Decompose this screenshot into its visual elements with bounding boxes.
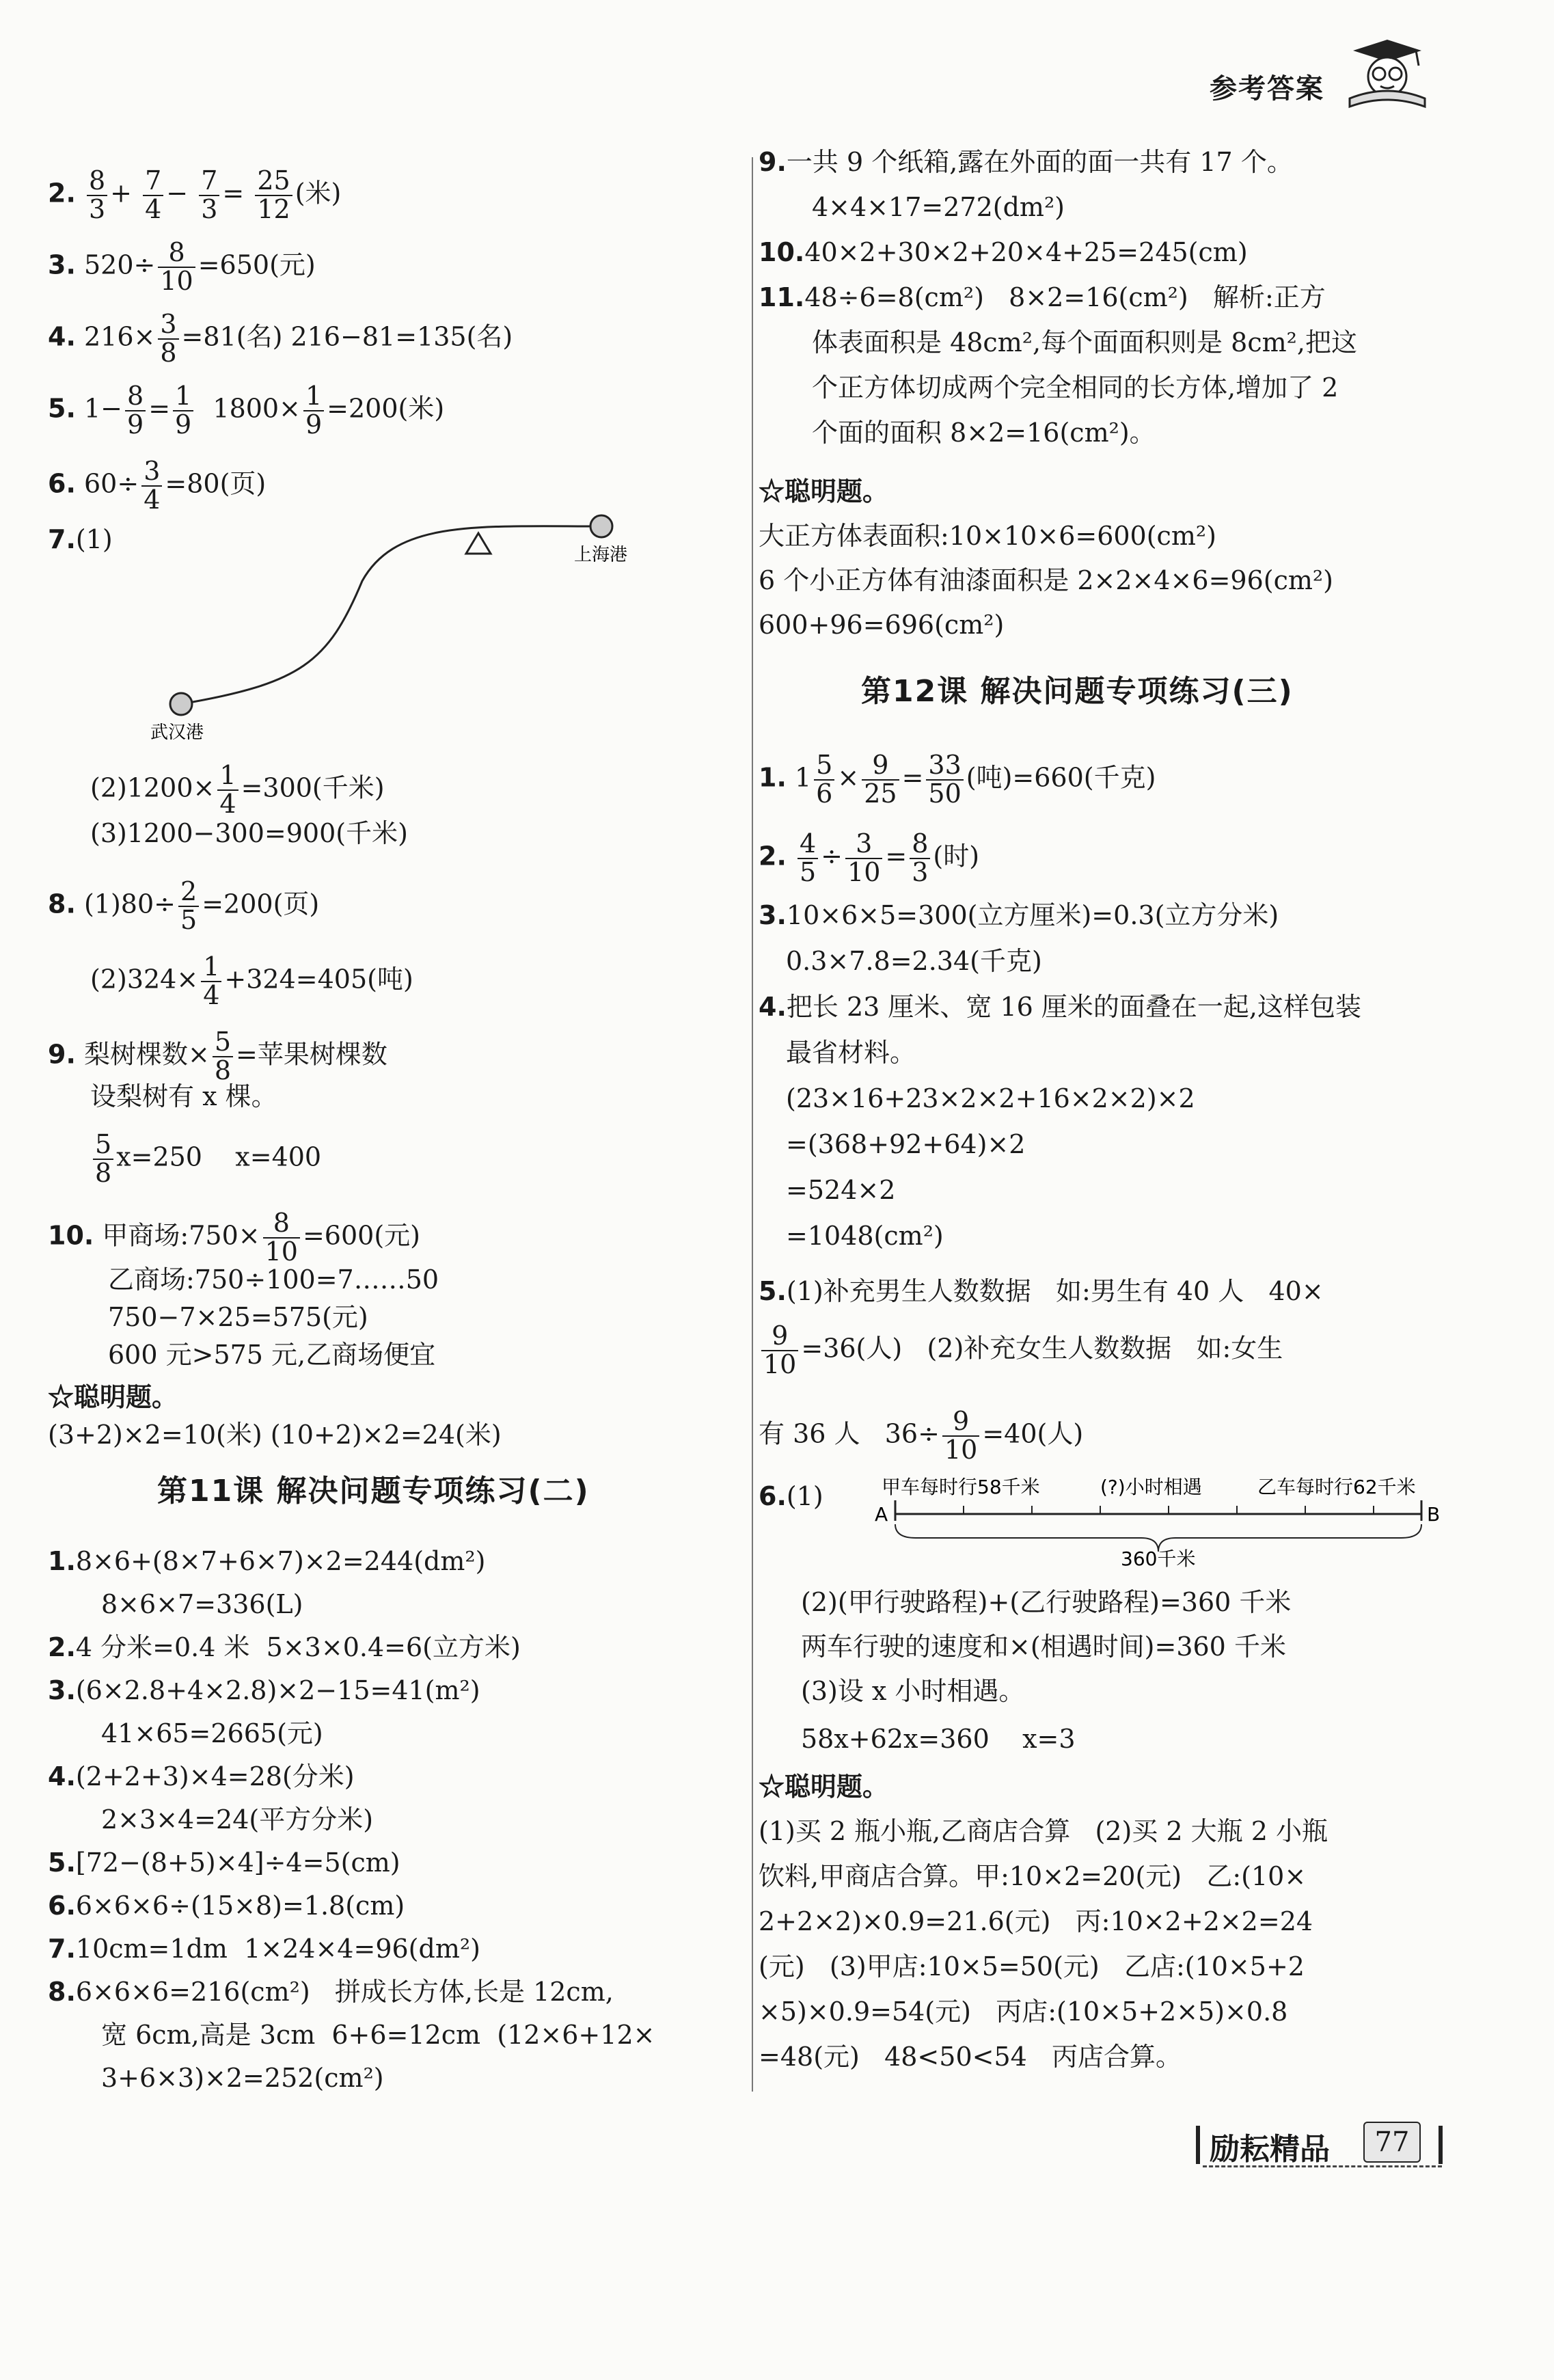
answer-text: 10cm=1dm 1×24×4=96(dm²) xyxy=(75,1934,480,1964)
answer-line xyxy=(48,1763,355,1789)
answer-9-line3: $\frac{5}{8}$ x=250 x=400 xyxy=(90,1131,321,1187)
answer-line: =48(元) 48<50<54 丙店合算。 xyxy=(759,2042,1182,2072)
answer-5: 5. 1− $\frac{8}{9}$ = $\frac{1}{9}$ 1800× $\frac{1}{9}$ =200(米) xyxy=(48,381,445,440)
l12-answer-6-line1: (2)(甲行驶路程)+(乙行驶路程)=360 千米 xyxy=(801,1587,1292,1617)
footer-bar-left xyxy=(1196,2126,1200,2164)
answer-line xyxy=(101,1804,374,1835)
answer-number: 4. xyxy=(48,1761,76,1791)
answer-number: 1. xyxy=(48,1546,76,1576)
answer-text: 个面的面积 8×2=16(cm²)。 xyxy=(812,418,1156,448)
answer-line xyxy=(48,1548,485,1574)
answer-text: (23×16+23×2×2+16×2×2)×2 xyxy=(786,1083,1195,1113)
answer-8-part2: (2)324× $\frac{1}{4}$ +324=405(吨) xyxy=(90,951,413,1010)
answer-2: 2. $\frac{8}{3}$ + $\frac{7}{4}$ − $\frac{7}{3}$ = $\frac{25}{12}$ (米) xyxy=(48,165,342,224)
smart2-line-2: 6 个小正方体有油漆面积是 2×2×4×6=96(cm²) xyxy=(759,565,1333,595)
answer-3: 3. 520÷ $\frac{8}{10}$ =650(元) xyxy=(48,237,316,296)
answer-line xyxy=(786,1177,895,1203)
answer-text: 6×6×6÷(15×8)=1.8(cm) xyxy=(75,1891,405,1921)
l12-answer-2: 2. $\frac{4}{5}$ ÷ $\frac{3}{10}$ = $\frac{8}{3}$ (时) xyxy=(759,828,980,887)
answer-line: (1)买 2 瓶小瓶,乙商店合算 (2)买 2 大瓶 2 小瓶 xyxy=(759,1816,1328,1846)
answer-line xyxy=(759,994,1361,1020)
answer-text: 8×6×7=336(L) xyxy=(101,1589,303,1619)
answer-text: 2×3×4=24(平方分米) xyxy=(101,1804,374,1835)
answer-text: (6×2.8+4×2.8)×2−15=41(m²) xyxy=(75,1675,480,1705)
answer-10-line3: 750−7×25=575(元) xyxy=(108,1302,368,1332)
answer-line xyxy=(101,2022,655,2048)
answer-text: 体表面积是 48cm²,每个面面积则是 8cm²,把这 xyxy=(812,327,1357,357)
answer-text: 40×2+30×2+20×4+25=245(cm) xyxy=(804,237,1248,267)
answer-text: 48÷6=8(cm²) 8×2=16(cm²) 解析:正方 xyxy=(804,282,1326,312)
answer-text: 10×6×5=300(立方厘米)=0.3(立方分米) xyxy=(786,900,1279,930)
answer-number: 6. xyxy=(48,1891,76,1921)
smart-question-answer: (3+2)×2=10(米) (10+2)×2=24(米) xyxy=(48,1420,502,1450)
answer-line xyxy=(759,284,1326,310)
wuhan-port-marker xyxy=(170,693,192,715)
page-number: 77 xyxy=(1363,2122,1421,2163)
answer-line xyxy=(812,375,1338,401)
answer-number: 3. xyxy=(759,900,787,930)
point-a-label: A xyxy=(875,1503,888,1526)
answer-line xyxy=(786,948,1042,974)
smart-question-title-2: ☆聪明题。 xyxy=(759,476,889,506)
answer-number: 5. xyxy=(48,1848,76,1878)
answer-line xyxy=(786,1040,916,1066)
answer-text: 8×6+(8×7+6×7)×2=244(dm²) xyxy=(75,1546,486,1576)
answer-text: 3+6×3)×2=252(cm²) xyxy=(101,2063,384,2093)
smart-question-title: ☆聪明题。 xyxy=(48,1381,178,1412)
l12-answer-5-line3: 有 36 人 36÷ $\frac{9}{10}$ =40(人) xyxy=(759,1406,1084,1465)
car-a-label: 甲车每时行58千米 xyxy=(882,1476,1040,1498)
answer-number: 9. xyxy=(759,147,787,177)
answer-line xyxy=(786,1131,1025,1157)
answer-line xyxy=(812,420,1156,446)
answer-line xyxy=(101,1720,323,1746)
smart-question-title-3: ☆聪明题。 xyxy=(759,1771,889,1802)
answer-line xyxy=(101,2065,384,2091)
answer-line xyxy=(48,1979,614,2005)
answer-text: 宽 6cm,高是 3cm 6+6=12cm (12×6+12× xyxy=(101,2020,655,2050)
meet-label: (?)小时相遇 xyxy=(1100,1476,1202,1498)
l12-answer-5-line2: $\frac{9}{10}$ =36(人) (2)补充女生人数数据 如:女生 xyxy=(759,1323,1283,1379)
answer-text: 6×6×6=216(cm²) 拼成长方体,长是 12cm, xyxy=(75,1977,614,2007)
column-divider xyxy=(752,157,753,2092)
l12-answer-1: 1. 1 $\frac{5}{6}$ × $\frac{9}{25}$ = $\frac{33}{50}$ (吨)=660(千克) xyxy=(759,750,1156,809)
answer-text: 个正方体切成两个完全相同的长方体,增加了 2 xyxy=(812,373,1339,403)
brand-label: 励耘精品 xyxy=(1210,2132,1330,2167)
car-b-label: 乙车每时行62千米 xyxy=(1257,1476,1416,1498)
ship-triangle-icon xyxy=(466,533,491,554)
answer-line xyxy=(48,1936,480,1962)
l12-answer-6-line4: 58x+62x=360 x=3 xyxy=(801,1724,1076,1754)
answer-10-line1: 10. 甲商场:750× $\frac{8}{10}$ =600(元) xyxy=(48,1208,420,1267)
answer-line xyxy=(759,902,1279,928)
l12-answer-6-label: 6.(1) xyxy=(759,1481,823,1511)
answer-text: =(368+92+64)×2 xyxy=(786,1129,1026,1159)
l12-answer-5-line1: 5.(1)补充男生人数数据 如:男生有 40 人 40× xyxy=(759,1276,1324,1306)
answer-text: 41×65=2665(元) xyxy=(101,1718,323,1748)
answer-number: 4. xyxy=(759,992,787,1022)
answer-text: 最省材料。 xyxy=(786,1038,916,1068)
header-title: 参考答案 xyxy=(1210,72,1324,105)
answer-text: 4×4×17=272(dm²) xyxy=(812,192,1065,222)
point-b-label: B xyxy=(1427,1503,1441,1526)
route-map xyxy=(123,506,642,752)
answer-line: 2+2×2)×0.9=21.6(元) 丙:10×2+2×2=24 xyxy=(759,1906,1313,1936)
answer-text: =524×2 xyxy=(786,1175,896,1205)
meeting-diagram xyxy=(875,1473,1462,1569)
answer-line xyxy=(759,149,1293,175)
lesson-11-title: 第11课 解决问题专项练习(二) xyxy=(157,1474,590,1509)
answer-line xyxy=(759,239,1248,265)
answer-9-line1: 9. 梨树棵数× $\frac{5}{8}$ =苹果树棵数 xyxy=(48,1027,387,1085)
answer-9-line2: 设梨树有 x 棵。 xyxy=(90,1081,277,1111)
answer-text: 4 分米=0.4 米 5×3×0.4=6(立方米) xyxy=(75,1632,521,1662)
wuhan-port-label: 武汉港 xyxy=(150,722,204,743)
answer-10-line2: 乙商场:750÷100=7……50 xyxy=(108,1265,439,1295)
answer-number: 3. xyxy=(48,1675,76,1705)
answer-line xyxy=(812,194,1065,220)
answer-line xyxy=(786,1085,1195,1111)
answer-line: (元) (3)甲店:10×5=50(元) 乙店:(10×5+2 xyxy=(759,1951,1305,1982)
answer-line xyxy=(48,1893,405,1919)
answer-line xyxy=(786,1223,944,1249)
smart2-line-3: 600+96=696(cm²) xyxy=(759,610,1005,640)
answer-line xyxy=(48,1634,521,1660)
answer-8-part1: 8. (1)80÷ $\frac{2}{5}$ =200(页) xyxy=(48,876,320,935)
answer-text: 一共 9 个纸箱,露在外面的面一共有 17 个。 xyxy=(786,147,1293,177)
answer-text: 0.3×7.8=2.34(千克) xyxy=(786,946,1042,976)
answer-text: [72−(8+5)×4]÷4=5(cm) xyxy=(75,1848,400,1878)
answer-line xyxy=(48,1850,400,1876)
answer-10-line4: 600 元>575 元,乙商场便宜 xyxy=(108,1340,436,1370)
answer-line xyxy=(101,1591,303,1617)
smart2-line-1: 大正方体表面积:10×10×6=600(cm²) xyxy=(759,521,1216,551)
shanghai-port-label: 上海港 xyxy=(574,545,628,565)
answer-number: 8. xyxy=(48,1977,76,2007)
answer-6: 6. 60÷ $\frac{3}{4}$ =80(页) xyxy=(48,456,267,515)
scholar-cartoon-icon xyxy=(1339,36,1435,111)
answer-number: 11. xyxy=(759,282,805,312)
answer-7-part2: (2)1200× $\frac{1}{4}$ =300(千米) xyxy=(90,760,385,819)
answer-number: 2. xyxy=(48,1632,76,1662)
l12-answer-6-line2: 两车行驶的速度和×(相遇时间)=360 千米 xyxy=(801,1632,1286,1662)
page-footer xyxy=(1196,2119,1449,2167)
footer-bar-right xyxy=(1439,2126,1443,2164)
answer-text: =1048(cm²) xyxy=(786,1221,944,1251)
answer-line: 饮料,甲商店合算。甲:10×2=20(元) 乙:(10× xyxy=(759,1861,1307,1891)
answer-7-part3: (3)1200−300=900(千米) xyxy=(90,818,408,848)
shanghai-port-marker xyxy=(590,515,612,537)
answer-4: 4. 216× $\frac{3}{8}$ =81(名) 216−81=135(名) xyxy=(48,309,513,368)
lesson-12-title: 第12课 解决问题专项练习(三) xyxy=(861,674,1294,709)
answer-number: 10. xyxy=(759,237,805,267)
answer-line xyxy=(812,329,1357,355)
answer-line: ×5)×0.9=54(元) 丙店:(10×5+2×5)×0.8 xyxy=(759,1997,1288,2027)
answer-text: (2+2+3)×4=28(分米) xyxy=(75,1761,355,1791)
answer-number: 7. xyxy=(48,1934,76,1964)
distance-label: 360千米 xyxy=(1121,1547,1196,1569)
l12-answer-6-line3: (3)设 x 小时相遇。 xyxy=(801,1676,1025,1706)
footer-dashed-rule xyxy=(1203,2165,1442,2167)
answer-line xyxy=(48,1677,480,1703)
answer-7-part1: 7.(1) xyxy=(48,524,113,554)
answer-text: 把长 23 厘米、宽 16 厘米的面叠在一起,这样包装 xyxy=(786,992,1361,1022)
